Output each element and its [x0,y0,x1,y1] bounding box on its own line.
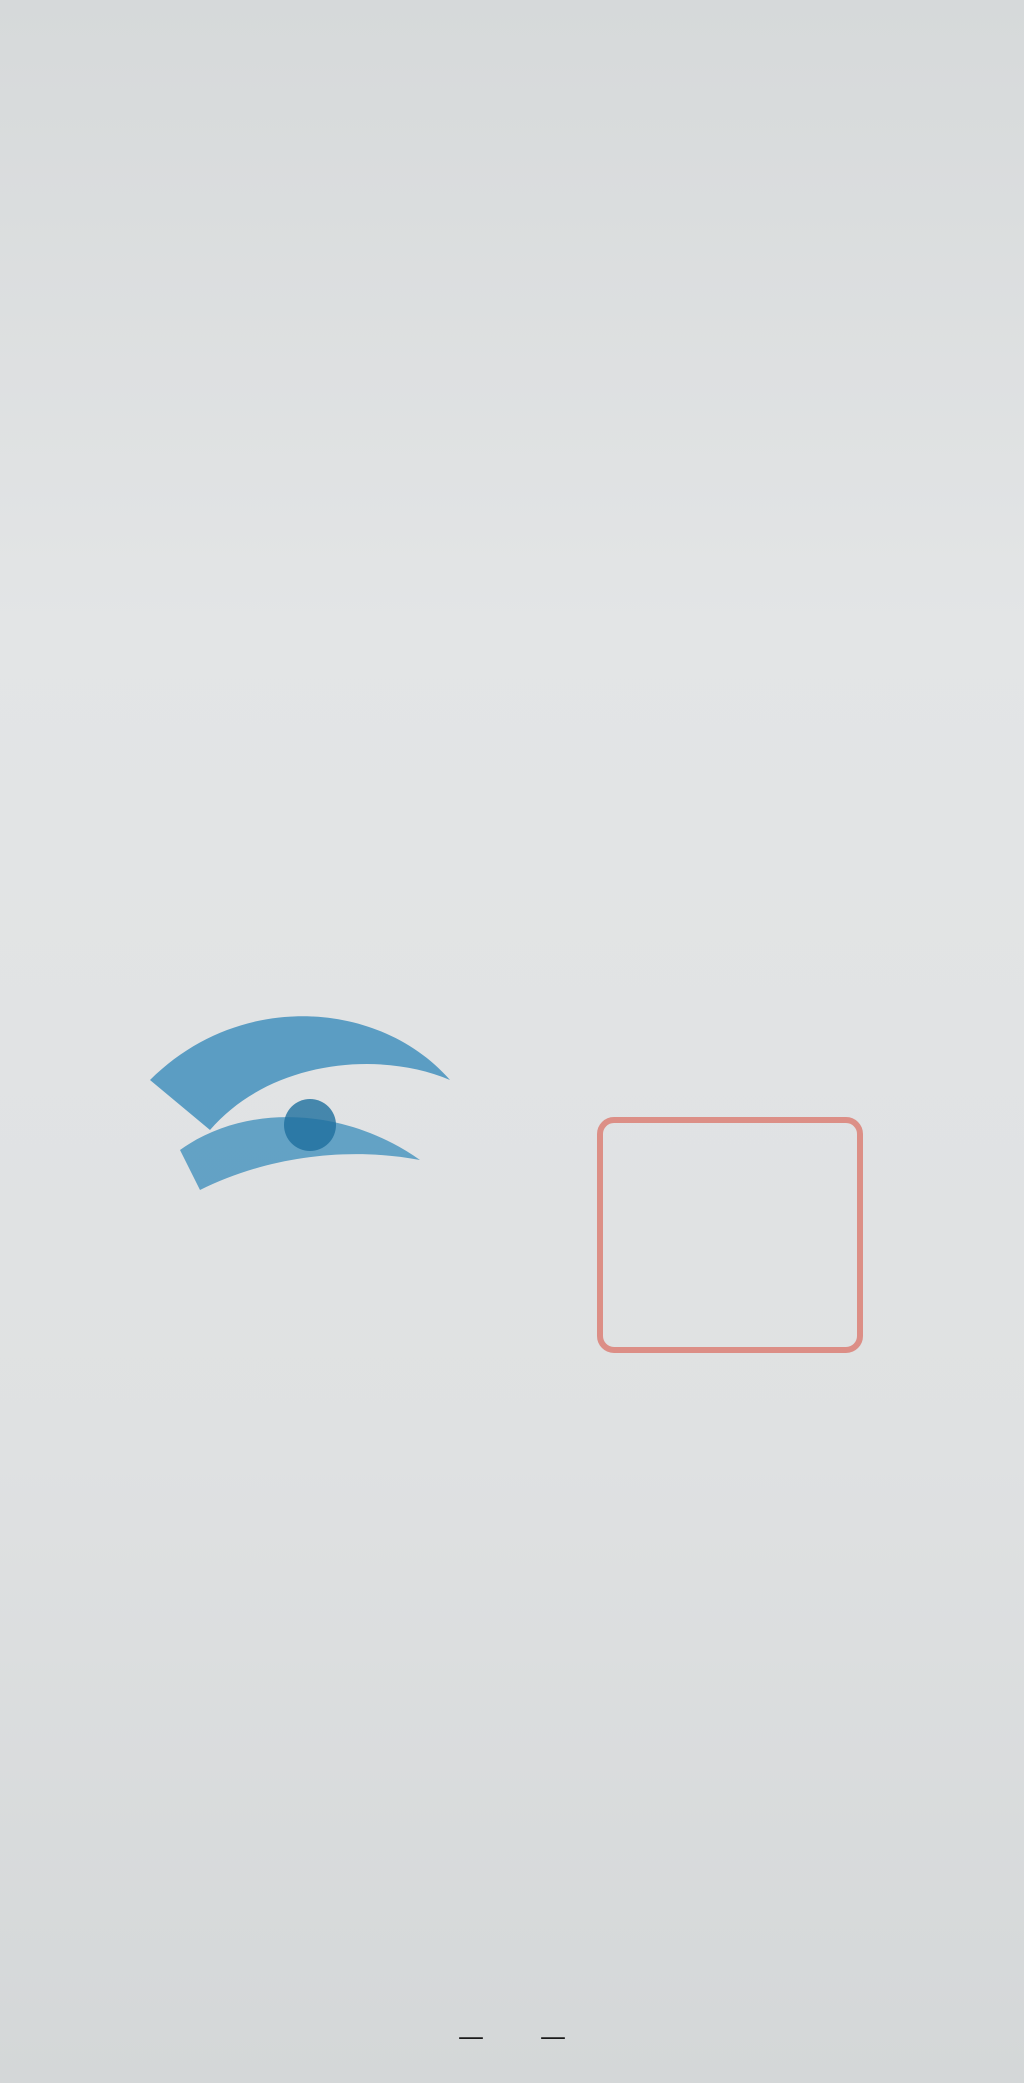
unit-heading [85,136,925,180]
section-iv [85,96,925,132]
page-number: — — [458,2022,566,2052]
section-iv-text [103,102,117,124]
answers-row-1 [85,180,925,215]
red-stamp [560,1110,900,1360]
answers-row-2 [85,215,925,250]
page-content [85,96,925,250]
